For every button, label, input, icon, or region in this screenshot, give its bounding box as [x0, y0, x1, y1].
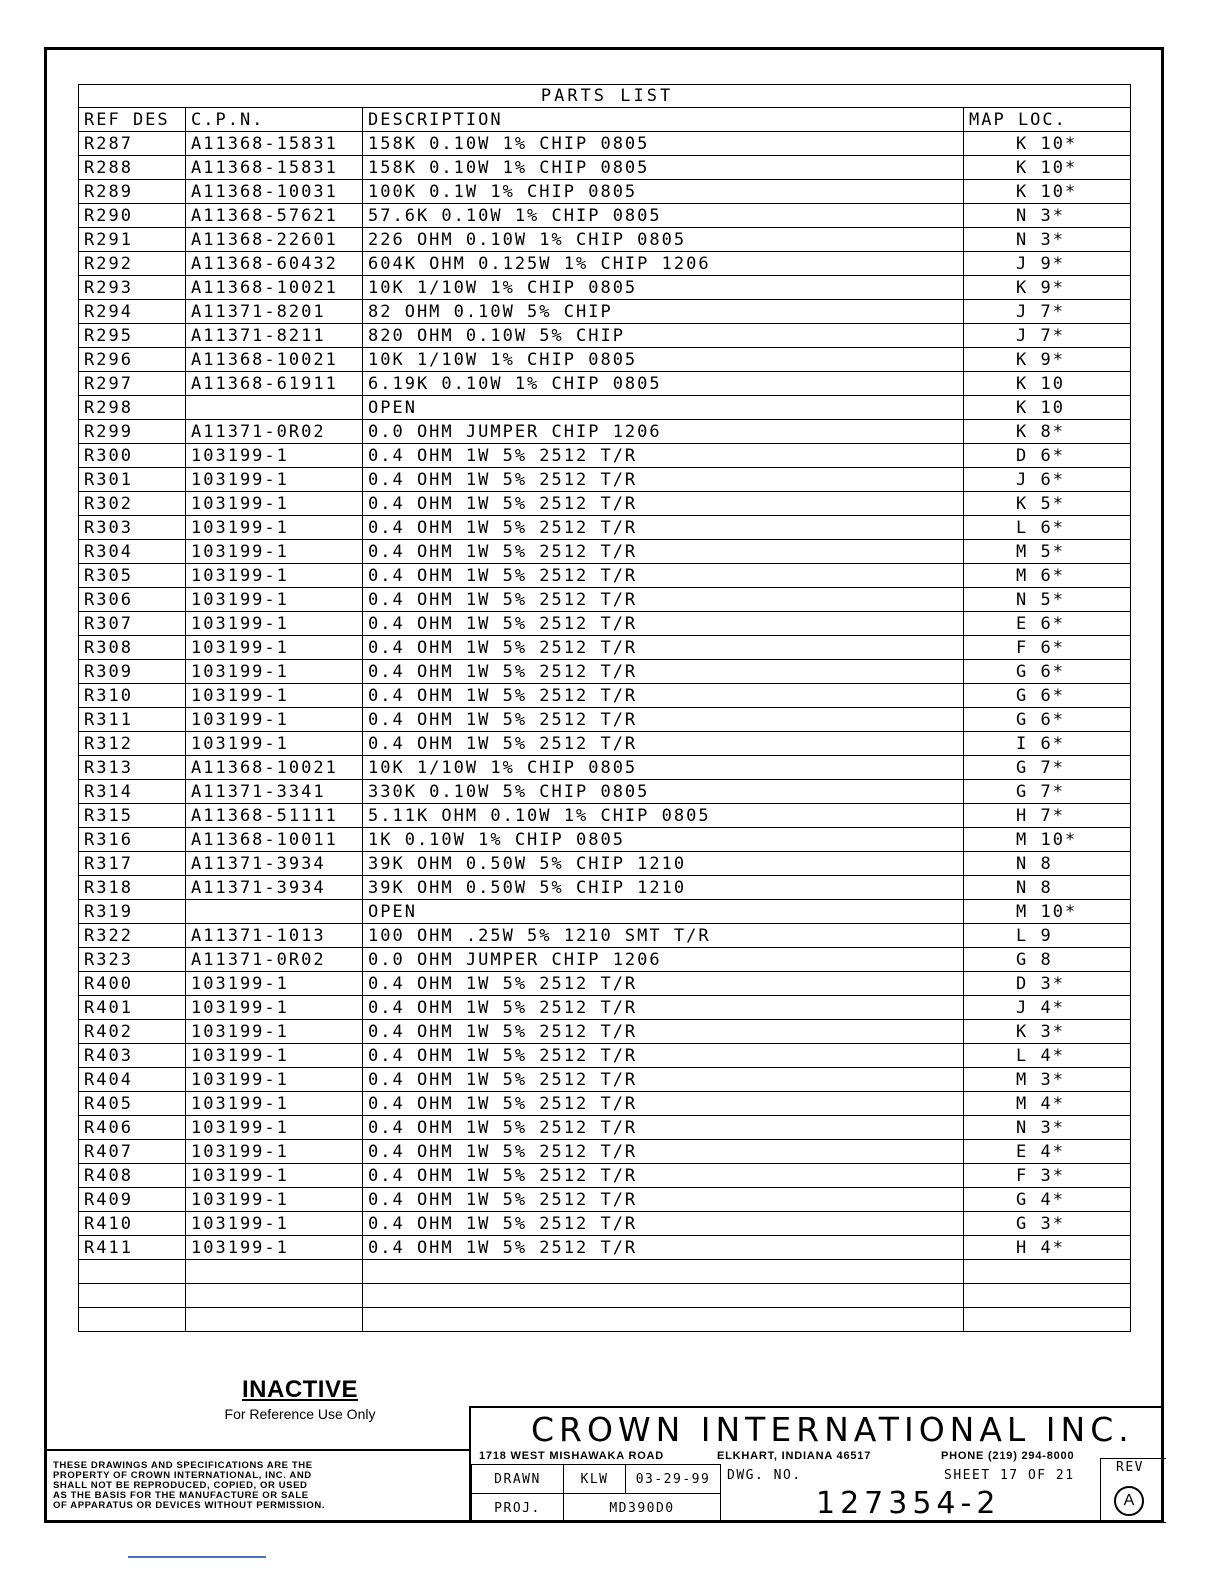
cell-map-loc: M 10* — [964, 900, 1131, 924]
cell-description: 820 OHM 0.10W 5% CHIP — [363, 324, 964, 348]
blue-underline-mark — [128, 1556, 266, 1558]
cell-ref-des: R294 — [79, 300, 186, 324]
cell-ref-des: R407 — [79, 1140, 186, 1164]
cell-description: 0.4 OHM 1W 5% 2512 T/R — [363, 972, 964, 996]
cell-map-loc: N 3* — [964, 1116, 1131, 1140]
cell-cpn: A11368-51111 — [186, 804, 363, 828]
cell-description: 5.11K OHM 0.10W 1% CHIP 0805 — [363, 804, 964, 828]
cell-description — [363, 1260, 964, 1284]
cell-ref-des: R301 — [79, 468, 186, 492]
cell-cpn: 103199-1 — [186, 612, 363, 636]
table-row — [79, 1092, 1131, 1116]
cell-cpn: A11371-0R02 — [186, 948, 363, 972]
cell-map-loc: K 9* — [964, 276, 1131, 300]
cell-map-loc: L 6* — [964, 516, 1131, 540]
cell-description: 39K OHM 0.50W 5% CHIP 1210 — [363, 852, 964, 876]
cell-description: 0.4 OHM 1W 5% 2512 T/R — [363, 1068, 964, 1092]
cell-ref-des: R404 — [79, 1068, 186, 1092]
cell-ref-des: R323 — [79, 948, 186, 972]
cell-ref-des: R314 — [79, 780, 186, 804]
cell-map-loc: M 10* — [964, 828, 1131, 852]
cell-description: OPEN — [363, 900, 964, 924]
table-row — [79, 588, 1131, 612]
cell-map-loc: K 9* — [964, 348, 1131, 372]
cell-ref-des: R303 — [79, 516, 186, 540]
cell-description: 100 OHM .25W 5% 1210 SMT T/R — [363, 924, 964, 948]
table-row — [79, 324, 1131, 348]
cell-description: 0.4 OHM 1W 5% 2512 T/R — [363, 444, 964, 468]
cell-ref-des: R287 — [79, 132, 186, 156]
cell-cpn: A11368-15831 — [186, 156, 363, 180]
drawn-date: 03-29-99 — [625, 1464, 721, 1494]
parts-list-table — [78, 84, 1131, 1332]
cell-ref-des: R402 — [79, 1020, 186, 1044]
cell-map-loc: E 4* — [964, 1140, 1131, 1164]
cell-cpn: 103199-1 — [186, 1212, 363, 1236]
cell-description: 158K 0.10W 1% CHIP 0805 — [363, 156, 964, 180]
cell-cpn: 103199-1 — [186, 1020, 363, 1044]
table-row — [79, 1116, 1131, 1140]
table-row — [79, 252, 1131, 276]
city-address: ELKHART, INDIANA 46517 — [717, 1450, 872, 1462]
table-row — [79, 396, 1131, 420]
cell-cpn: 103199-1 — [186, 1044, 363, 1068]
cell-map-loc: N 3* — [964, 204, 1131, 228]
table-row — [79, 564, 1131, 588]
cell-description: 1K 0.10W 1% CHIP 0805 — [363, 828, 964, 852]
cell-ref-des: R409 — [79, 1188, 186, 1212]
cell-cpn: A11368-60432 — [186, 252, 363, 276]
cell-ref-des: R313 — [79, 756, 186, 780]
table-row — [79, 804, 1131, 828]
cell-description: 0.4 OHM 1W 5% 2512 T/R — [363, 732, 964, 756]
table-row — [79, 468, 1131, 492]
cell-ref-des — [79, 1260, 186, 1284]
table-row — [79, 612, 1131, 636]
cell-cpn: A11371-0R02 — [186, 420, 363, 444]
cell-map-loc: K 8* — [964, 420, 1131, 444]
table-row — [79, 276, 1131, 300]
cell-description: 39K OHM 0.50W 5% CHIP 1210 — [363, 876, 964, 900]
cell-ref-des: R293 — [79, 276, 186, 300]
cell-map-loc: E 6* — [964, 612, 1131, 636]
cell-map-loc: G 8 — [964, 948, 1131, 972]
table-row — [79, 876, 1131, 900]
cell-ref-des: R307 — [79, 612, 186, 636]
cell-description: OPEN — [363, 396, 964, 420]
cell-cpn: 103199-1 — [186, 588, 363, 612]
table-row — [79, 228, 1131, 252]
table-row — [79, 948, 1131, 972]
cell-ref-des — [79, 1284, 186, 1308]
inactive-stamp — [200, 1376, 400, 1422]
cell-description: 226 OHM 0.10W 1% CHIP 0805 — [363, 228, 964, 252]
cell-cpn: 103199-1 — [186, 708, 363, 732]
sheet-number: SHEET 17 OF 21 — [944, 1468, 1075, 1483]
drawing-number: 127354-2 — [816, 1486, 1001, 1521]
drawn-by: KLW — [563, 1464, 626, 1494]
table-row — [79, 204, 1131, 228]
cell-cpn: 103199-1 — [186, 1164, 363, 1188]
company-name: CROWN INTERNATIONAL INC. — [531, 1410, 1134, 1449]
cell-ref-des: R405 — [79, 1092, 186, 1116]
parts-list-title-row — [79, 85, 1131, 108]
cell-ref-des: R289 — [79, 180, 186, 204]
table-row — [79, 444, 1131, 468]
cell-cpn: A11368-10021 — [186, 756, 363, 780]
cell-ref-des: R300 — [79, 444, 186, 468]
proprietary-notice — [47, 1449, 469, 1520]
cell-cpn: 103199-1 — [186, 684, 363, 708]
table-row — [79, 300, 1131, 324]
table-row — [79, 1236, 1131, 1260]
cell-description: 0.4 OHM 1W 5% 2512 T/R — [363, 540, 964, 564]
cell-map-loc: L 9 — [964, 924, 1131, 948]
cell-ref-des: R304 — [79, 540, 186, 564]
cell-map-loc: D 3* — [964, 972, 1131, 996]
cell-cpn: A11368-22601 — [186, 228, 363, 252]
cell-description: 0.4 OHM 1W 5% 2512 T/R — [363, 564, 964, 588]
table-row — [79, 1068, 1131, 1092]
cell-cpn: 103199-1 — [186, 732, 363, 756]
cell-description: 0.4 OHM 1W 5% 2512 T/R — [363, 1188, 964, 1212]
table-row — [79, 972, 1131, 996]
cell-ref-des: R319 — [79, 900, 186, 924]
cell-description: 57.6K 0.10W 1% CHIP 0805 — [363, 204, 964, 228]
cell-description: 0.4 OHM 1W 5% 2512 T/R — [363, 1236, 964, 1260]
header-map-loc: MAP LOC. — [964, 108, 1131, 132]
table-row — [79, 1308, 1131, 1332]
street-address: 1718 WEST MISHAWAKA ROAD — [479, 1450, 665, 1462]
cell-description: 0.4 OHM 1W 5% 2512 T/R — [363, 684, 964, 708]
cell-ref-des: R288 — [79, 156, 186, 180]
cell-description: 10K 1/10W 1% CHIP 0805 — [363, 348, 964, 372]
cell-description: 0.4 OHM 1W 5% 2512 T/R — [363, 1164, 964, 1188]
dwg-no-label: DWG. NO. — [727, 1468, 802, 1483]
cell-map-loc: K 5* — [964, 492, 1131, 516]
cell-cpn: A11371-3934 — [186, 876, 363, 900]
table-row — [79, 684, 1131, 708]
cell-map-loc: J 9* — [964, 252, 1131, 276]
cell-map-loc: D 6* — [964, 444, 1131, 468]
cell-map-loc — [964, 1284, 1131, 1308]
table-row — [79, 348, 1131, 372]
table-row — [79, 732, 1131, 756]
table-row — [79, 420, 1131, 444]
cell-description: 0.4 OHM 1W 5% 2512 T/R — [363, 1140, 964, 1164]
cell-description: 0.4 OHM 1W 5% 2512 T/R — [363, 636, 964, 660]
cell-description: 0.4 OHM 1W 5% 2512 T/R — [363, 1212, 964, 1236]
cell-map-loc — [964, 1308, 1131, 1332]
cell-description: 0.4 OHM 1W 5% 2512 T/R — [363, 1020, 964, 1044]
table-row — [79, 996, 1131, 1020]
cell-map-loc: M 5* — [964, 540, 1131, 564]
cell-cpn: A11368-10011 — [186, 828, 363, 852]
header-ref-des: REF DES — [79, 108, 186, 132]
cell-ref-des: R305 — [79, 564, 186, 588]
table-row — [79, 1164, 1131, 1188]
cell-description: 0.4 OHM 1W 5% 2512 T/R — [363, 468, 964, 492]
cell-description: 10K 1/10W 1% CHIP 0805 — [363, 756, 964, 780]
rev-label: REV — [1116, 1460, 1144, 1475]
cell-map-loc: J 7* — [964, 324, 1131, 348]
cell-map-loc: G 4* — [964, 1188, 1131, 1212]
cell-map-loc: G 7* — [964, 756, 1131, 780]
cell-ref-des: R322 — [79, 924, 186, 948]
cell-cpn: A11368-15831 — [186, 132, 363, 156]
cell-description: 158K 0.10W 1% CHIP 0805 — [363, 132, 964, 156]
cell-map-loc: N 3* — [964, 228, 1131, 252]
table-row — [79, 516, 1131, 540]
cell-cpn: 103199-1 — [186, 540, 363, 564]
table-row — [79, 156, 1131, 180]
cell-ref-des: R312 — [79, 732, 186, 756]
cell-description: 0.4 OHM 1W 5% 2512 T/R — [363, 492, 964, 516]
cell-description: 330K 0.10W 5% CHIP 0805 — [363, 780, 964, 804]
table-row — [79, 780, 1131, 804]
inactive-label: INACTIVE — [241, 1376, 358, 1403]
cell-ref-des: R298 — [79, 396, 186, 420]
cell-cpn: A11371-8201 — [186, 300, 363, 324]
table-row — [79, 492, 1131, 516]
cell-ref-des: R299 — [79, 420, 186, 444]
cell-description: 0.4 OHM 1W 5% 2512 T/R — [363, 708, 964, 732]
cell-cpn: A11371-8211 — [186, 324, 363, 348]
cell-description: 0.4 OHM 1W 5% 2512 T/R — [363, 612, 964, 636]
cell-ref-des: R308 — [79, 636, 186, 660]
notice-text: THESE DRAWINGS AND SPECIFICATIONS ARE THE PROPERTY OF CROWN INTERNATIONAL, INC. AND SHALL NOT BE REPRODUCED, COPIED, OR USED AS THE BASIS FOR THE MANUFACTURE OR SALE OF APPARATUS OR DEVICES WITHOUT PERMISSION. — [53, 1460, 326, 1511]
cell-ref-des: R297 — [79, 372, 186, 396]
drawn-label: DRAWN — [471, 1464, 564, 1494]
cell-map-loc: K 3* — [964, 1020, 1131, 1044]
header-description: DESCRIPTION — [363, 108, 964, 132]
table-row — [79, 1188, 1131, 1212]
cell-map-loc: G 7* — [964, 780, 1131, 804]
cell-ref-des: R403 — [79, 1044, 186, 1068]
cell-cpn: A11368-61911 — [186, 372, 363, 396]
cell-cpn: A11368-10021 — [186, 348, 363, 372]
cell-cpn: 103199-1 — [186, 516, 363, 540]
table-row — [79, 132, 1131, 156]
table-row — [79, 1212, 1131, 1236]
cell-cpn: 103199-1 — [186, 468, 363, 492]
cell-map-loc: N 8 — [964, 852, 1131, 876]
table-row — [79, 180, 1131, 204]
cell-map-loc: J 4* — [964, 996, 1131, 1020]
cell-map-loc — [964, 1260, 1131, 1284]
cell-ref-des: R306 — [79, 588, 186, 612]
cell-cpn — [186, 396, 363, 420]
table-row — [79, 708, 1131, 732]
cell-description: 0.4 OHM 1W 5% 2512 T/R — [363, 588, 964, 612]
cell-cpn: 103199-1 — [186, 564, 363, 588]
cell-ref-des: R400 — [79, 972, 186, 996]
cell-map-loc: K 10* — [964, 156, 1131, 180]
cell-description: 604K OHM 0.125W 1% CHIP 1206 — [363, 252, 964, 276]
proj-label: PROJ. — [471, 1493, 564, 1523]
cell-ref-des: R291 — [79, 228, 186, 252]
cell-description — [363, 1284, 964, 1308]
cell-cpn: A11371-3341 — [186, 780, 363, 804]
table-row — [79, 1020, 1131, 1044]
table-row — [79, 540, 1131, 564]
cell-cpn: 103199-1 — [186, 1140, 363, 1164]
cell-ref-des: R311 — [79, 708, 186, 732]
cell-ref-des: R408 — [79, 1164, 186, 1188]
cell-cpn — [186, 900, 363, 924]
cell-ref-des: R302 — [79, 492, 186, 516]
cell-map-loc: F 3* — [964, 1164, 1131, 1188]
cell-cpn — [186, 1308, 363, 1332]
cell-description: 0.4 OHM 1W 5% 2512 T/R — [363, 1092, 964, 1116]
proj-value: MD390D0 — [563, 1493, 721, 1523]
cell-cpn: A11368-10021 — [186, 276, 363, 300]
cell-map-loc: F 6* — [964, 636, 1131, 660]
table-row — [79, 852, 1131, 876]
cell-ref-des: R309 — [79, 660, 186, 684]
revision-circle: A — [1114, 1486, 1144, 1516]
cell-cpn: 103199-1 — [186, 1188, 363, 1212]
table-row — [79, 660, 1131, 684]
cell-map-loc: K 10* — [964, 132, 1131, 156]
cell-map-loc: L 4* — [964, 1044, 1131, 1068]
cell-ref-des: R292 — [79, 252, 186, 276]
cell-cpn: A11371-3934 — [186, 852, 363, 876]
cell-map-loc: J 6* — [964, 468, 1131, 492]
cell-ref-des: R310 — [79, 684, 186, 708]
cell-cpn: 103199-1 — [186, 1068, 363, 1092]
cell-map-loc: K 10 — [964, 396, 1131, 420]
cell-ref-des — [79, 1308, 186, 1332]
title-block — [469, 1406, 1164, 1523]
cell-map-loc: N 5* — [964, 588, 1131, 612]
header-cpn: C.P.N. — [186, 108, 363, 132]
cell-description: 82 OHM 0.10W 5% CHIP — [363, 300, 964, 324]
cell-map-loc: N 8 — [964, 876, 1131, 900]
cell-ref-des: R315 — [79, 804, 186, 828]
cell-cpn: 103199-1 — [186, 996, 363, 1020]
table-row — [79, 924, 1131, 948]
cell-map-loc: H 4* — [964, 1236, 1131, 1260]
cell-description: 0.4 OHM 1W 5% 2512 T/R — [363, 1044, 964, 1068]
cell-description — [363, 1308, 964, 1332]
cell-map-loc: I 6* — [964, 732, 1131, 756]
cell-cpn: 103199-1 — [186, 1116, 363, 1140]
header-row — [79, 108, 1131, 132]
cell-map-loc: J 7* — [964, 300, 1131, 324]
cell-cpn: 103199-1 — [186, 636, 363, 660]
cell-ref-des: R318 — [79, 876, 186, 900]
cell-cpn — [186, 1284, 363, 1308]
cell-description: 6.19K 0.10W 1% CHIP 0805 — [363, 372, 964, 396]
cell-map-loc: G 3* — [964, 1212, 1131, 1236]
cell-cpn — [186, 1260, 363, 1284]
cell-description: 0.0 OHM JUMPER CHIP 1206 — [363, 420, 964, 444]
reference-note: For Reference Use Only — [224, 1406, 376, 1422]
cell-description: 0.4 OHM 1W 5% 2512 T/R — [363, 660, 964, 684]
cell-ref-des: R295 — [79, 324, 186, 348]
table-row — [79, 1044, 1131, 1068]
phone-number: PHONE (219) 294-8000 — [941, 1450, 1075, 1462]
cell-cpn: 103199-1 — [186, 1092, 363, 1116]
cell-description: 0.4 OHM 1W 5% 2512 T/R — [363, 1116, 964, 1140]
table-row — [79, 1284, 1131, 1308]
cell-ref-des: R317 — [79, 852, 186, 876]
cell-cpn: 103199-1 — [186, 444, 363, 468]
cell-cpn: 103199-1 — [186, 972, 363, 996]
cell-ref-des: R401 — [79, 996, 186, 1020]
cell-description: 0.4 OHM 1W 5% 2512 T/R — [363, 996, 964, 1020]
cell-cpn: A11371-1013 — [186, 924, 363, 948]
cell-cpn: 103199-1 — [186, 492, 363, 516]
table-row — [79, 372, 1131, 396]
table-row — [79, 1140, 1131, 1164]
cell-map-loc: G 6* — [964, 684, 1131, 708]
cell-description: 0.4 OHM 1W 5% 2512 T/R — [363, 516, 964, 540]
cell-ref-des: R316 — [79, 828, 186, 852]
cell-map-loc: G 6* — [964, 708, 1131, 732]
cell-cpn: 103199-1 — [186, 1236, 363, 1260]
cell-description: 10K 1/10W 1% CHIP 0805 — [363, 276, 964, 300]
cell-cpn: A11368-57621 — [186, 204, 363, 228]
table-row — [79, 828, 1131, 852]
cell-map-loc: K 10* — [964, 180, 1131, 204]
cell-description: 100K 0.1W 1% CHIP 0805 — [363, 180, 964, 204]
cell-map-loc: H 7* — [964, 804, 1131, 828]
cell-cpn: A11368-10031 — [186, 180, 363, 204]
cell-ref-des: R406 — [79, 1116, 186, 1140]
cell-map-loc: M 4* — [964, 1092, 1131, 1116]
cell-ref-des: R290 — [79, 204, 186, 228]
cell-map-loc: M 6* — [964, 564, 1131, 588]
table-row — [79, 636, 1131, 660]
cell-map-loc: G 6* — [964, 660, 1131, 684]
table-row — [79, 900, 1131, 924]
table-row — [79, 756, 1131, 780]
parts-list-title: PARTS LIST — [79, 85, 1131, 108]
cell-ref-des: R296 — [79, 348, 186, 372]
cell-map-loc: M 3* — [964, 1068, 1131, 1092]
cell-map-loc: K 10 — [964, 372, 1131, 396]
cell-ref-des: R411 — [79, 1236, 186, 1260]
table-row — [79, 1260, 1131, 1284]
cell-description: 0.0 OHM JUMPER CHIP 1206 — [363, 948, 964, 972]
cell-cpn: 103199-1 — [186, 660, 363, 684]
cell-ref-des: R410 — [79, 1212, 186, 1236]
